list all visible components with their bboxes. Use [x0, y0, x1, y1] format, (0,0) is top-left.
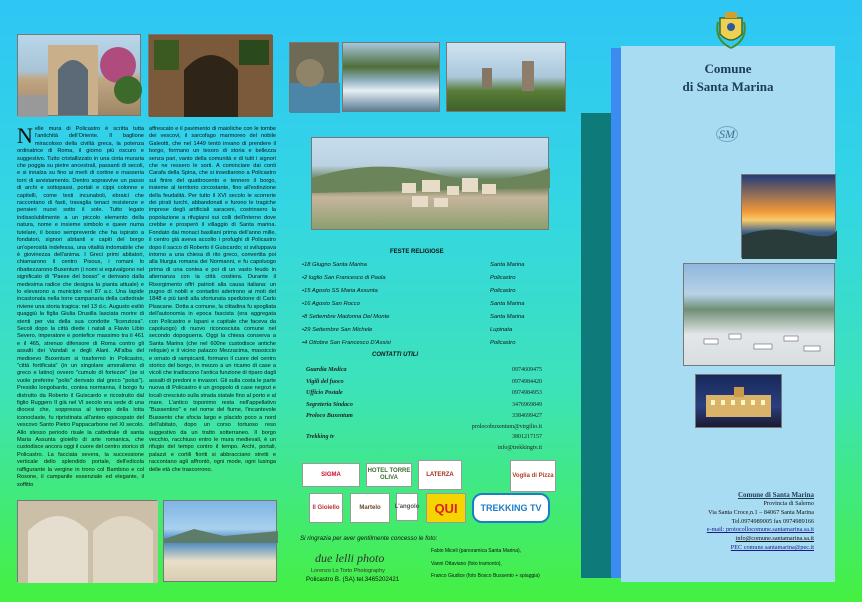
contact-email[interactable]: info@trekkingtv.it [497, 445, 542, 451]
footer-email[interactable]: info@comune.santamarina.sa.it [735, 535, 814, 543]
contact-phone: 3476969849 [512, 401, 542, 408]
festival-date: •29 Settembre San Michele [302, 327, 373, 333]
festival-place: Policastro [490, 288, 516, 294]
festival-date: •4 Ottobre San Francesco D'Assisi [302, 340, 391, 346]
photo-beach [163, 500, 277, 582]
photo-village-panorama [311, 137, 549, 230]
footer-email[interactable]: e-mail: protocollocomune.santamarina.sa.it [706, 526, 814, 534]
footer-email[interactable]: PEC comune.santamarina@pec.it [730, 544, 814, 551]
sponsor-label: SIGMA [321, 471, 341, 478]
contact-email[interactable]: prolocobuxentum@virgilio.it [471, 424, 542, 430]
sponsor-label: Voglia di Pizza [512, 472, 554, 479]
festival-place: Lupinata [490, 327, 513, 333]
photo-harbor [683, 263, 835, 366]
photo-credit: Vanni Ottaviano (foto tramonto), [431, 560, 502, 567]
festival-place: Policastro [490, 340, 516, 346]
festivals-title: FESTE RELIGIOSE [390, 249, 444, 255]
contact-phone: 3801217157 [512, 434, 542, 440]
monogram-emblem: SM [716, 126, 738, 142]
photo-credit: Franco Giudice (foto Bosco Bussento + spiaggia) [431, 573, 540, 579]
teal-bar [581, 113, 611, 578]
sponsor-label: Il Gioiello [312, 504, 340, 511]
festival-place: Santa Marina [490, 301, 525, 307]
contact-name: Segreteria Sindaco [306, 401, 353, 408]
history-text-1: elle mura di Policastro è scritta tutta l'antichità dell'Oriente. Il baglione miracoloso della civiltà greca, la potenza ordinatrice di Roma, il giorno più oscuro e suggestivo. Tutto cristallizzato in una cinta muraria che poggia su pietre ancestrali, passanti di secoli, e si innalza su fino ai merli di cortine e masseria torri di avvistamento. Dentro sopravvive un passo di archi e sottopassi, portali e cippi colonne e capitelli, come testi incunaboli, ebraici che raccontano di fasti, travaglia tenaci resistenze e pensieri nuovi sotto il sole. Tutto legato indissolubilmente a un piccolo elemento della natura, nome e insieme simbolo e queer numa tutelare, il bosso sempreverde che ha ispirato a fondatori, signori abitanti e capiti del borgo un'operosità indefessa, una vitalità indomabile che è giovinezza dell'anima. I Greci primi abitatori, chiamarono il centro Pixous, i romani lo ribattezzarono Buxentum (i nomi si equivalgono nel significato di "Paese del bosso" e derivano dalla medesima radice che designa la pianta attuale) e lo elevarono a municipio nel 87 a.c. Una lapide incastonata nella torre campanaria della cattedrale riviene una storia tragica: nel 13 d.c. Augusto esiliò quaggiù la figlia Giulia Drusilla lasciata morire di stenti per via della sua condotte "licenziosa". Secoli dopo la città diede i natali a Flavio Libio Severo, imperatore e pontefice massimo tra il 461 e il 465, strenuo difensore di Roma contro gli assalti dei Vandali e degli Alani. All'alba del medioevo Buxentum si trasformò in Policastro, "città fortificata" (in un singolare amoralismo di greco e latino) ovvero "cumulo di fortezze" (se si vuole preferire "polis" derivato dal greco "polus"). Presidio longobardo, contea normanna, il borgo fu distrutto da Roberto il Guiscardo e ricostruito dal figlio Ruggero II già nel VI secolo era sede di una diocesi che, soppressa al tempo della lotta iconoclaste, fu ripristinata all'anteo episcopato del vescovo Santo Pietro Pappacarbone nel XI secolo. Allo stesso periodo risale la cattedrale di santa Maria Assunta gioiello di arte romanica, che custodisce ancora oggi il cuore del centro storico di Policastro. La facciata severa, la successione verticale dello splendido portale, dell'edicola raffigurante la vergine in trono col Bambino e col Rosone, il campanile essenziale ed elegante, il soffitto [17, 126, 144, 488]
town-title-line-2: di Santa Marina [682, 79, 774, 94]
footer-title: Comune di Santa Marina [737, 491, 814, 499]
sponsor-logo [426, 493, 466, 523]
contact-name: Trekking tv [306, 434, 335, 440]
footer-line: Via Santa Croce,n.1 – 84067 Santa Marina [708, 508, 814, 516]
history-text-2: affrescato e il pavimento di maioliche con le tombe dei vescovi, il sarcofago marmoreo del nobile Galeotti, che nel 1449 tentò invano di prendere il borgo, formano un tesoro di storia e bellezza senza pari, vanto della comunità e di tutti i signori che ne ressero le sorti. A cominciare dai conti Carafa della Spina, che si insediarono a Policastro sul finire del quattrocento e tennero il borgo, insieme al territorio circostante, fino all'estinzione della feudalità. Per tutto il XVI secolo le scorrerie dei pirati turchi, abbandonati e furono le tragiche imprese degli artificiali saraceni, costrinsero la popolazione a rifugiarsi sui colli dell'interno dove crebbe e prosperò il villaggio di Santa marina. Fondato dai monaci basiliani prima dell'anno mille, il centro già aveva accolto i profughi di Policastro dopo il sacco di Roberto il Guiscardo; si sviluppava intorno a una chiesa di rito greco, convertita poi alla liturgia romana dei Normanni, e fu capoluogo prima di una contea e poi di un vasto feudo in alternanza con la città costiera. Durante il Risorgimento offrì patrioti alla causa italiana: un pugno di nobili e contadini aderirono ai moti del 1848 e più tardi alla sfortunata spedizione di Carlo Pisacane. Dotta a comune, la cittadina fu spogliata dell'autonomia in epoca fascista (era aggregata con Policastro e Ispani e capitale che faceva da capoluogo) di nuovo riconosciuta comune nel secondo dopoguerra. Oggi la chiesa conserva a Santa Marina (che nel 600ne custodisce antiche reliquie) e il vicino palazzo Mezzacima, massiccio e ornato di rampicanti, formano il cuore del centro storico del borgo, in mezzo a un ricamo di case a vicoli che tradiscono l'antica funzione di riparo dagli assalti di predoni e invasori. Gli sulla costa le parte nuova di Policastro è un groppolo di case negozi e locali cresciuto sulla strada statale fino al porto e al mare. L'antico toponimo resta nell'appellativo "Bussentino" e nel nome del fiume, l'incantevole Bussento che sfocia largo e placido poco a nord dell'abitato, dopo un corso tortuoso reso suggestivo da un tratto sotterraneo. Il borgo vecchio, racchiuso entro le mura medievali, è un rifugio del tempo contro il tempo. Archi, portali, palazzi e cortili fioriti si abbracciano stretti e raccontano agli affrontò, ogni mode, ogni lusinga delle età che trascorrono. [149, 126, 276, 473]
sponsor-label: Martelo [359, 504, 381, 511]
drop-cap: N [17, 123, 33, 148]
history-column-2 [149, 126, 276, 500]
festival-place: Santa Marina [490, 262, 525, 268]
festival-date: •15 Agosto SS Maria Assunta [302, 288, 378, 294]
contact-phone: 3384699427 [512, 413, 542, 419]
town-title-line-1: Comune [704, 61, 752, 76]
contacts-title: CONTATTI UTILI [372, 352, 419, 358]
sponsor-logo [396, 493, 418, 521]
photo-credit: Fabio Miceli (panoramica Santa Marina), [431, 548, 522, 554]
festival-date: •16 Agosto San Rocco [302, 301, 360, 307]
photo-river [342, 42, 440, 112]
sponsor-label: LATERZA [426, 471, 454, 478]
studio-line-2: Policastro B. (SA) tel.3465202421 [306, 576, 400, 583]
contact-name: Guardia Medica [306, 367, 347, 373]
festival-date: •2 luglio San Francesco di Paola [302, 275, 386, 281]
sponsor-logo [366, 463, 412, 487]
sponsor-label: QUI [434, 500, 458, 516]
sponsor-logo [472, 493, 550, 523]
festival-place: Santa Marina [490, 314, 525, 320]
contact-name: Proloco Buxentum [306, 413, 353, 419]
sponsor-logo [309, 493, 343, 523]
contact-phone: 0974984953 [512, 390, 542, 396]
festival-date: •8 Settembre Madonna Del Monte [302, 314, 390, 320]
thanks-text: Si ringrazia per aver gentilmente concesso le foto: [300, 535, 438, 542]
sponsor-logo [418, 460, 462, 490]
contact-phone: 0974984420 [512, 378, 542, 385]
contact-name: Vigili del fuoco [306, 378, 344, 385]
photo-archway-road [17, 34, 141, 116]
coat-of-arms-icon [716, 10, 746, 50]
sponsor-logo [302, 463, 360, 487]
contact-phone: 0974609475 [512, 367, 542, 373]
festival-date: •18 Giugno Santa Marina [302, 262, 367, 268]
sponsor-label: L'angolo [394, 503, 420, 510]
footer-line: Provincia di Salerno [763, 500, 814, 507]
sponsor-logo [350, 493, 390, 523]
photo-vaulted-hall [17, 500, 157, 582]
history-column-1 [17, 123, 144, 494]
studio-logo: due lelli photo [315, 551, 385, 565]
studio-line-1: Lorenzo Lo Torto Photography [311, 568, 385, 574]
contact-name: Ufficio Postale [306, 390, 343, 396]
sponsor-label: TREKKING TV [480, 502, 542, 513]
sponsor-label: HOTEL TORRE OLIVA [367, 468, 411, 481]
photo-rocks [289, 42, 339, 112]
festival-place: Policastro [490, 275, 516, 281]
photo-sunset-coast [741, 174, 836, 258]
footer-line: Tel.0974989005 fax 0974989166 [731, 517, 814, 525]
photo-night-palace [695, 374, 782, 428]
sponsor-logo [510, 460, 556, 492]
photo-castle-hill [446, 42, 566, 112]
photo-stone-portal [148, 34, 272, 116]
